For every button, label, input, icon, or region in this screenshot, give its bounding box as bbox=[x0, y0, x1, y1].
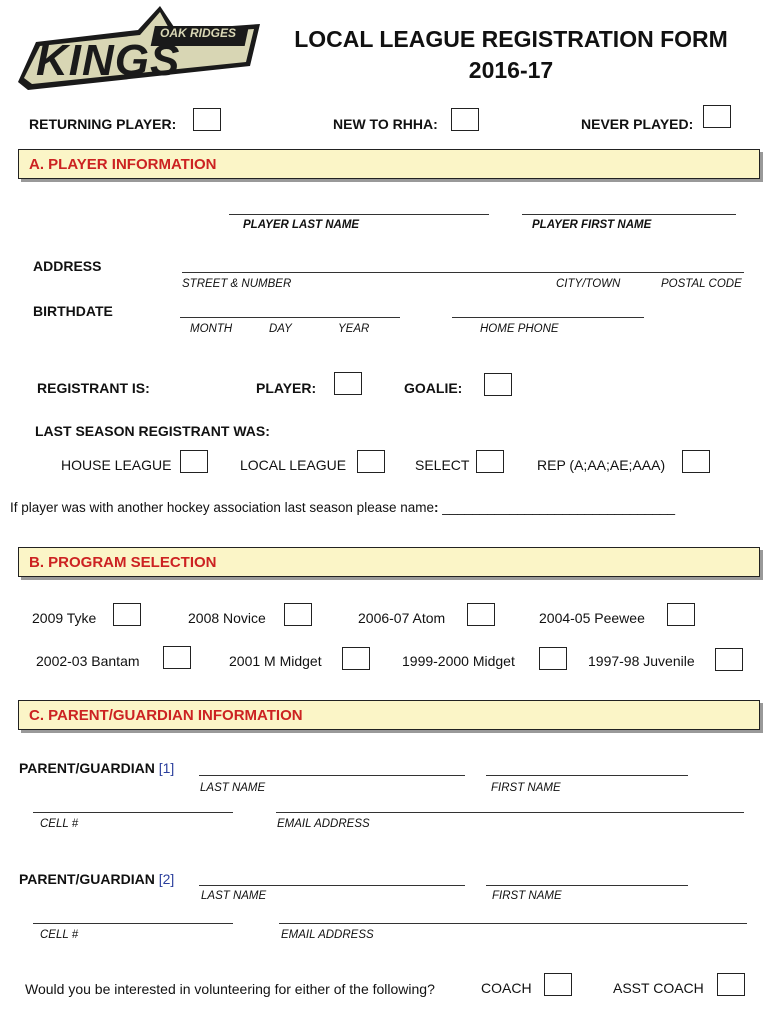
player-first-name-field[interactable] bbox=[522, 214, 736, 215]
program-2002-03-bantam-label: 2002-03 Bantam bbox=[36, 653, 140, 669]
section-c-header bbox=[18, 700, 760, 730]
birthdate-field[interactable] bbox=[180, 317, 400, 318]
guardian-2-first-name-field[interactable] bbox=[486, 885, 688, 886]
guardian-2-cell-field[interactable] bbox=[33, 923, 233, 924]
postal-code-label: POSTAL CODE bbox=[661, 278, 742, 290]
select-checkbox[interactable] bbox=[476, 450, 504, 473]
other-association-colon: : bbox=[433, 500, 439, 515]
rep-label: REP (A;AA;AE;AAA) bbox=[537, 457, 666, 473]
section-a-header bbox=[18, 149, 760, 179]
local-league-label: LOCAL LEAGUE bbox=[240, 457, 347, 473]
program-2009-tyke-checkbox[interactable] bbox=[113, 603, 141, 626]
other-association-row bbox=[10, 500, 675, 515]
home-phone-label: HOME PHONE bbox=[480, 323, 559, 335]
day-label: DAY bbox=[269, 323, 292, 335]
guardian-1-last-name-label: LAST NAME bbox=[200, 782, 266, 794]
guardian-1-title: PARENT/GUARDIAN bbox=[19, 760, 155, 776]
year-label: YEAR bbox=[338, 323, 370, 335]
guardian-1-number: [1] bbox=[158, 760, 175, 776]
section-c-title: C. PARENT/GUARDIAN INFORMATION bbox=[29, 707, 303, 724]
address-label: ADDRESS bbox=[33, 258, 102, 274]
new-to-rhha-label: NEW TO RHHA: bbox=[333, 116, 438, 132]
kings-logo bbox=[10, 2, 262, 94]
program-1997-98-juvenile-label: 1997-98 Juvenile bbox=[588, 653, 695, 669]
house-league-checkbox[interactable] bbox=[180, 450, 208, 473]
section-b-title: B. PROGRAM SELECTION bbox=[29, 554, 217, 571]
volunteer-question: Would you be interested in volunteering for either of the following? bbox=[25, 981, 435, 997]
other-association-question: If player was with another hockey association last season please name bbox=[10, 500, 434, 515]
coach-label: COACH bbox=[481, 980, 532, 996]
address-field[interactable] bbox=[182, 272, 744, 273]
form-title: LOCAL LEAGUE REGISTRATION FORM bbox=[294, 26, 728, 52]
last-season-label: LAST SEASON REGISTRANT WAS: bbox=[35, 423, 270, 439]
guardian-1-email-field[interactable] bbox=[276, 812, 744, 813]
player-last-name-label: PLAYER LAST NAME bbox=[243, 219, 360, 231]
local-league-checkbox[interactable] bbox=[357, 450, 385, 473]
guardian-2-label bbox=[19, 871, 174, 887]
never-played-checkbox[interactable] bbox=[703, 105, 731, 128]
other-association-field[interactable]: _______________________________ bbox=[442, 500, 675, 515]
program-2004-05-peewee-checkbox[interactable] bbox=[667, 603, 695, 626]
guardian-1-email-label: EMAIL ADDRESS bbox=[277, 818, 370, 830]
logo-top-text: OAK RIDGES bbox=[160, 26, 237, 40]
logo-main-text: KINGS bbox=[36, 36, 181, 85]
player-last-name-field[interactable] bbox=[229, 214, 489, 215]
program-1997-98-juvenile-checkbox[interactable] bbox=[715, 648, 743, 671]
program-2008-novice-checkbox[interactable] bbox=[284, 603, 312, 626]
program-2001-m-midget-checkbox[interactable] bbox=[342, 647, 370, 670]
returning-player-checkbox[interactable] bbox=[193, 108, 221, 131]
section-a-title: A. PLAYER INFORMATION bbox=[29, 156, 217, 173]
month-label: MONTH bbox=[190, 323, 233, 335]
guardian-2-number: [2] bbox=[158, 871, 175, 887]
goalie-checkbox[interactable] bbox=[484, 373, 512, 396]
house-league-label: HOUSE LEAGUE bbox=[61, 457, 172, 473]
guardian-1-cell-label: CELL # bbox=[40, 818, 79, 830]
never-played-label: NEVER PLAYED: bbox=[581, 116, 694, 132]
program-2002-03-bantam-checkbox[interactable] bbox=[163, 646, 191, 669]
asst-coach-checkbox[interactable] bbox=[717, 973, 745, 996]
goalie-label: GOALIE: bbox=[404, 380, 463, 396]
player-first-name-label: PLAYER FIRST NAME bbox=[532, 219, 652, 231]
new-to-rhha-checkbox[interactable] bbox=[451, 108, 479, 131]
guardian-2-email-label: EMAIL ADDRESS bbox=[281, 929, 374, 941]
guardian-1-first-name-label: FIRST NAME bbox=[491, 782, 561, 794]
registrant-is-label: REGISTRANT IS: bbox=[37, 380, 150, 396]
program-2006-07-atom-checkbox[interactable] bbox=[467, 603, 495, 626]
guardian-2-email-field[interactable] bbox=[279, 923, 747, 924]
program-2004-05-peewee-label: 2004-05 Peewee bbox=[539, 610, 645, 626]
coach-checkbox[interactable] bbox=[544, 973, 572, 996]
guardian-2-last-name-field[interactable] bbox=[199, 885, 465, 886]
street-label: STREET & NUMBER bbox=[182, 278, 292, 290]
guardian-1-last-name-field[interactable] bbox=[199, 775, 465, 776]
home-phone-field[interactable] bbox=[452, 317, 644, 318]
program-2008-novice-label: 2008 Novice bbox=[188, 610, 266, 626]
guardian-1-first-name-field[interactable] bbox=[486, 775, 688, 776]
select-label: SELECT bbox=[415, 457, 470, 473]
form-season: 2016-17 bbox=[468, 57, 554, 83]
guardian-1-label bbox=[19, 760, 174, 776]
birthdate-label: BIRTHDATE bbox=[33, 303, 113, 319]
rep-checkbox[interactable] bbox=[682, 450, 710, 473]
city-label: CITY/TOWN bbox=[556, 278, 621, 290]
guardian-2-title: PARENT/GUARDIAN bbox=[19, 871, 155, 887]
asst-coach-label: ASST COACH bbox=[613, 980, 704, 996]
program-1999-2000-midget-checkbox[interactable] bbox=[539, 647, 567, 670]
program-1999-2000-midget-label: 1999-2000 Midget bbox=[402, 653, 515, 669]
player-checkbox[interactable] bbox=[334, 372, 362, 395]
guardian-2-last-name-label: LAST NAME bbox=[201, 890, 267, 902]
returning-player-label: RETURNING PLAYER: bbox=[29, 116, 177, 132]
guardian-2-first-name-label: FIRST NAME bbox=[492, 890, 562, 902]
player-label: PLAYER: bbox=[256, 380, 317, 396]
guardian-2-cell-label: CELL # bbox=[40, 929, 79, 941]
program-2001-m-midget-label: 2001 M Midget bbox=[229, 653, 322, 669]
guardian-1-cell-field[interactable] bbox=[33, 812, 233, 813]
section-b-header bbox=[18, 547, 760, 577]
program-2009-tyke-label: 2009 Tyke bbox=[32, 610, 97, 626]
program-2006-07-atom-label: 2006-07 Atom bbox=[358, 610, 446, 626]
